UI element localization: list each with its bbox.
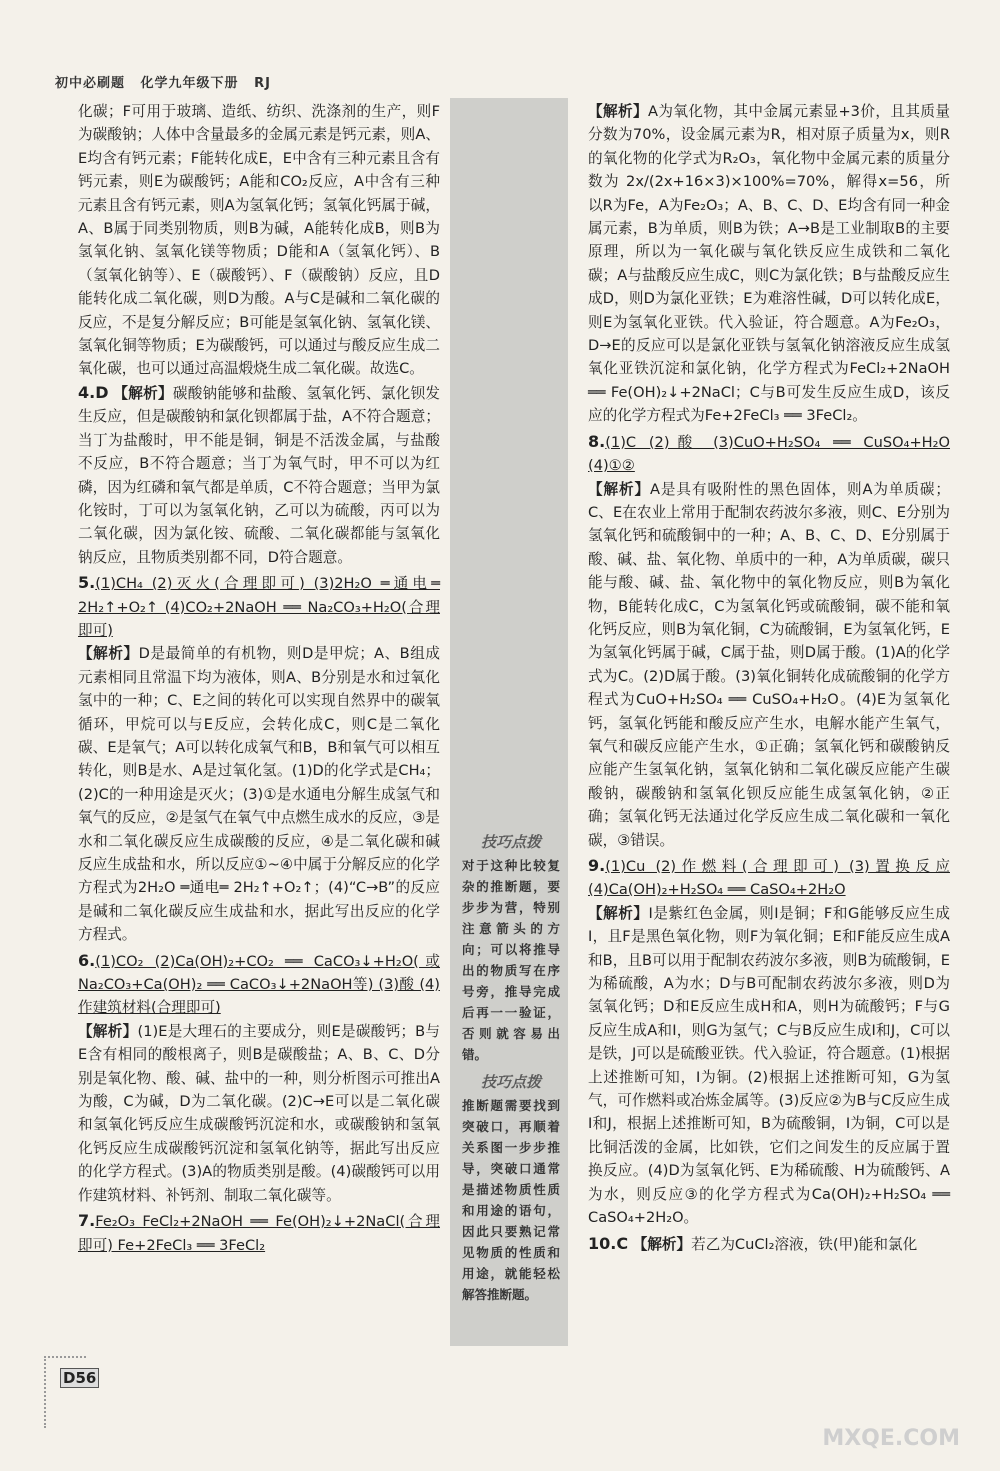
page-number: D56 <box>60 1368 99 1388</box>
answer-q10: 10.C 【解析】若乙为CuCl₂溶液，铁(甲)能和氯化 <box>588 1233 918 1253</box>
right-column <box>588 100 950 1256</box>
tip-title-1: 技巧点拨 <box>480 833 541 851</box>
answer-q7: 7.Fe₂O₃ FeCl₂+2NaOH ══ Fe(OH)₂↓+2NaCl(合理即可) Fe+2FeCl₃ ══ 3FeCl₂ <box>78 1211 440 1254</box>
answer-q8: 8.(1)C (2)酸 (3)CuO+H₂SO₄ ══ CuSO₄+H₂O (4)①② <box>588 431 950 475</box>
tip-box-2 <box>462 1072 560 1305</box>
answer-q6: 6.(1)CO₂ (2)Ca(OH)₂+CO₂ ══ CaCO₃↓+H₂O(或Na₂CO₃+Ca(OH)₂ ══ CaCO₃↓+2NaOH等) (3)酸 (4)作建筑材料(合理即可) <box>78 950 440 1017</box>
series-title: 初中必刷题 <box>55 76 126 91</box>
tip-box-1 <box>462 832 560 1065</box>
left-column <box>78 100 440 1257</box>
answer-q4: 4.D 【解析】碳酸钠能够和盐酸、氢氧化钙、氯化钡发生反应，但是碳酸钠和氯化钡都属于盐，A不符合题意；当丁为盐酸时，甲不能是铜，铜是不活泼金属，与盐酸不反应，B不符合题意；当丁为氧气时，甲不可以为红磷，因为红磷和氧气都是单质，C不符合题意；当甲为氯化铵时，丁可以为氢氧化钠，乙可以为硫酸，丙可以为二氧化碳，因为氯化铵、硫酸、二氧化碳都能与氢氧化钠反应，且物质类别都不同，D符合题意。 <box>78 382 440 566</box>
page-header <box>55 72 281 91</box>
tip-title-2: 技巧点拨 <box>480 1073 541 1091</box>
subject-title: 化学九年级下册 <box>140 76 239 91</box>
answer-q5: 5.(1)CH₄ (2)灭火(合理即可) (3)2H₂O ═通电═ 2H₂↑+O₂↑ (4)CO₂+2NaOH ══ Na₂CO₃+H₂O(合理即可) <box>78 573 440 639</box>
analysis-q6: 【解析】(1)E是大理石的主要成分，则E是碳酸钙；B与E含有相同的酸根离子，则B是碳酸盐；A、B、C、D分别是氧化物、酸、碱、盐中的一种，则分析图示可推出A为酸，C为碱，D为二氧化碳。(2)C→E可以是二氧化碳和氢氧化钙反应生成碳酸钙沉淀和水，或碳酸钠和氢氧化钙反应生成碳酸钙沉淀和氢氧化钠等，据此写出反应的化学方程式。(3)A的物质类别是酸。(4)碳酸钙可以用作建筑材料、补钙剂、制取二氧化碳等。 <box>78 1022 440 1204</box>
tip-text-2: 推断题需要找到突破口，再顺着关系图一步步推导，突破口通常是描述物质性质和用途的语句，因此只要熟记常见物质的性质和用途，就能轻松解答推断题。 <box>462 1098 560 1302</box>
q3-continuation: 化碳；F可用于玻璃、造纸、纺织、洗涤剂的生产，则F为碳酸钠；人体中含量最多的金属元素是钙元素，则A、E均含有钙元素；F能转化成E，E中含有三种元素且含有钙元素，则E为碳酸钙；A能和CO₂反应，A中含有三种元素且含有钙元素，则A为氢氧化钙；氢氧化钙属于碱，A、B属于同类别物质，则B为碱，A能转化成B，则B为氢氧化钠、氢氧化镁等物质；D能和A（氢氧化钙）、B（氢氧化钠等）、E（碳酸钙）、F（碳酸钠）反应，且D能转化成二氧化碳，则D为酸。A与C是碱和二氧化碳的反应，不是复分解反应；B可能是氢氧化钠、氢氧化镁、氢氧化铜等物质；E为碳酸钙，可以通过与酸反应生成二氧化碳，也可以通过高温煅烧生成二氧化碳。故选C。 <box>78 103 440 378</box>
analysis-q5: 【解析】D是最简单的有机物，则D是甲烷；A、B组成元素相同且常温下均为液体，则A、B分别是水和过氧化氢中的一种；C、E之间的转化可以实现自然界中的碳氧循环，甲烷可以与E反应，会转化成C，则C是二氧化碳、E是氧气；A可以转化成氧气和B，B和氧气可以相互转化，则B是水、A是过氧化氢。(1)D的化学式是CH₄；(2)C的一种用途是灭火；(3)①是水通电分解生成氢气和氧气的反应，②是氢气在氧气中点燃生成水的反应，③是水和二氧化碳反应生成碳酸的反应，④是二氧化碳和碱反应生成盐和水，所以反应①~④中属于分解反应的化学方程式为2H₂O ═通电═ 2H₂↑+O₂↑；(4)“C→B”的反应是碱和二氧化碳反应生成盐和水，据此写出反应的化学方程式。 <box>78 645 440 944</box>
answer-q9: 9.(1)Cu (2)作燃料(合理即可) (3)置换反应 (4)Ca(OH)₂+H₂SO₄ ══ CaSO₄+2H₂O <box>588 856 950 899</box>
analysis-q8: 【解析】A是具有吸附性的黑色固体，则A为单质碳；C、E在农业上常用于配制农药波尔多液，则C、E分别为氢氧化钙和硫酸铜中的一种；A、B、C、D、E分别属于酸、碱、盐、氧化物、单质中的一种，A为单质碳，碳只能与酸、碱、盐、氧化物中的氧化物反应，则B为氧化物，B能转化成C，C为氢氧化钙或硫酸铜，碳不能和氧化钙反应，则B为氧化铜，C为硫酸铜，E为氢氧化钙，E为氢氧化钙属于碱，C属于盐，则D属于酸。(1)A的化学式为C。(2)D属于酸。(3)氧化铜转化成硫酸铜的化学方程式为CuO+H₂SO₄ ══ CuSO₄+H₂O。(4)E为氢氧化钙，氢氧化钙能和酸反应产生水，电解水能产生氧气，氧气和碳反应能产生水，①正确；氢氧化钙和碳酸钠反应能产生氢氧化钠，氢氧化钠和二氧化碳反应能产生碳酸钠，碳酸钠和氢氧化钡反应能生成氢氧化钠，②正确；氢氧化钙无法通过化学反应生成二氧化碳和一氧化碳，③错误。 <box>588 480 950 849</box>
edition-label: RJ <box>254 76 271 91</box>
corner-decoration <box>44 1356 86 1428</box>
tip-text-1: 对于这种比较复杂的推断题，要步步为营，特别注意箭头的方向；可以将推导出的物质写在序号旁，推导完成后再一一验证，否则就容易出错。 <box>462 858 560 1062</box>
watermark: MXQE.COM <box>822 1426 960 1451</box>
analysis-q9: 【解析】I是紫红色金属，则I是铜；F和G能够反应生成I，且F是黑色氧化物，则F为氧化铜；E和F能反应生成A和B，且B可以用于配制农药波尔多液，则B为硫酸铜，E为稀硫酸，A为水；D与B可配制农药波尔多液，则D为氢氧化钙；D和E反应生成H和A，则H为硫酸钙；F与G反应生成A和I，则G为氢气；C与B反应生成I和J，C可以是铁，J可以是硫酸亚铁。代入验证，符合题意。(1)根据上述推断可知，I为铜。(2)根据上述推断可知，G为氢气，可作燃料或冶炼金属等。(3)反应②为B与C反应生成I和J，根据上述推断可知，B为硫酸铜，I为铜，C可以是比铜活泼的金属，比如铁，它们之间发生的反应属于置换反应。(4)D为氢氧化钙、E为稀硫酸、H为硫酸钙、A为水，则反应③的化学方程式为Ca(OH)₂+H₂SO₄ ══ CaSO₄+2H₂O。 <box>588 904 950 1227</box>
analysis-q7: 【解析】A为氧化物，其中金属元素显+3价，且其质量分数为70%，设金属元素为R，相对原子质量为x，则R的氧化物的化学式为R₂O₃，氧化物中金属元素的质量分数为 2x/(2x+16×3)×100%=70%，解得x=56，所以R为Fe，A为Fe₂O₃；A、B、C、D、E均含有同一种金属元素，B为单质，则B为铁；A→B是工业制取B的主要原理，所以为一氧化碳与氧化铁反应生成铁和二氧化碳；A与盐酸反应生成C，则C为氯化铁；B与盐酸反应生成D，则D为氯化亚铁；E为难溶性碱，D可以转化成E，则E为氢氧化亚铁。代入验证，符合题意。A为Fe₂O₃，D→E的反应可以是氯化亚铁与氢氧化钠溶液反应生成氢氧化亚铁沉淀和氯化钠，化学方程式为FeCl₂+2NaOH ══ Fe(OH)₂↓+2NaCl；C与B可发生反应生成D，该反应的化学方程式为Fe+2FeCl₃ ══ 3FeCl₂。 <box>588 103 950 425</box>
